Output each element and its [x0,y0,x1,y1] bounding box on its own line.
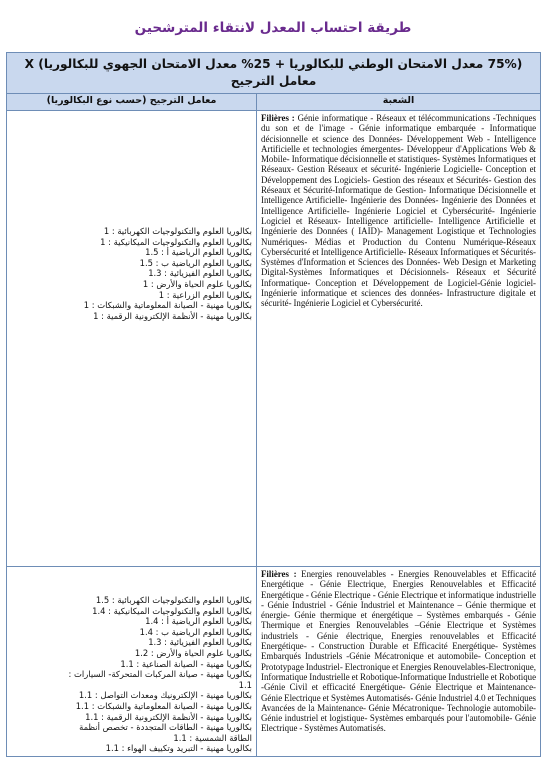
formula-header: (75% معدل الامتحان الوطني للبكالوريا + 25% معدل الامتحان الجهوي للبكالوريا) X معامل الترجيح [7,53,541,94]
coef-line: بكالوريا العلوم الفيزيائية : 1.3 [148,637,252,648]
coef-line: بكالوريا مهنية - الصيانة المعلوماتية والشبكات : 1 [83,300,252,311]
coef-line: بكالوريا مهنية - الأنظمة الإلكترونية الرقمية : 1.1 [85,711,252,722]
filiere-column-header: الشعبة [257,94,541,111]
coef-line: بكالوريا العلوم الزراعية : 1 [158,289,252,300]
coef-line: بكالوريا مهنية - الإلكترونيك ومعدات التواصل : 1.1 [78,690,252,701]
coef-line: بكالوريا علوم الحياة والأرض : 1 [142,278,252,289]
coef-line: بكالوريا العلوم والتكنولوجيات الكهربائية : 1.5 [95,595,252,605]
filiere-label: Filières : [261,113,295,123]
coef-line: بكالوريا مهنية - الطاقات المتجددة - تخصص أنظمة [79,722,252,733]
coef-line: بكالوريا العلوم الرياضية ب : 1.5 [139,257,252,268]
coef-cell [7,111,257,567]
coef-line: بكالوريا العلوم والتكنولوجيات الكهربائية : 1 [103,226,252,236]
filiere-cell [257,111,541,567]
filiere-list: Génie informatique - Réseaux et télécommunications -Techniques du son et de l'image - Génie informatique embarquée - Informatique décisionnelle et science des Données- Développement Web - Intelligence Artificielle et technologies émergentes- Développeur d'Applications Web & Mobile- Informatique décisionnelle et statistiques- Systèmes Informatiques et Réseaux- Gestion Réseaux et sécurité- Ingénierie Logicielle- Conception et Développement des Logiciels- Gestion des réseaux et Sécurités- Gestion des Réseaux et Sécurité-Informatique de Gestion- Informatique Décisionnelle et Intelligence Artificielle- Ingénierie des Données- Ingénierie des Données et Intelligence Artificielle- Ingénierie Logiciel et Cybersécurité- Ingénierie Logiciel et Réseaux- Intelligence artificielle- Intelligence Artificielle et Ingénierie des Données ( IAID)- Management Logistique et Technologies Numériques- Médias et Production du Contenu Numérique-Réseaux Cybersécurité et Intelligence Artificielle- Réseaux Informatiques et Sécurités- Systèmes d'Information et Sciences des Données- Web Design et Marketing Digital-Systèmes Informatiques et Décisionnels- Réseaux et Sécurité Informatique- Conception et Développement de Logiciel-Génie logiciel- Ingénierie informatique et sciences des données- Infrastructure digitale et sécurité- Ingénierie Logiciel et Cybersécurité. [261,113,537,309]
coef-line: بكالوريا العلوم والتكنولوجيات الميكانيكية : 1 [100,236,252,247]
coef-line: بكالوريا مهنية - صيانة المركبات المتحركة- السيارات : [68,669,252,680]
filiere-list: Energies renouvelables - Energies Renouvelables et Efficacité Energétique - Génie Electrique, Energies Renouvelables et Efficacité Energétique - Génie Electrique - Génie Electrique et informatique industrielle - Génie Industriel - Génie Industriel et Maintenance – Génie thermique et énergie- Génie thermique et énergétique – Systèmes embarqués - Génie Thermique et Energies Renouvelables –Génie Electrique et Systèmes industriels - Génie électrique, Energies renouvelables et Efficacité Energétique- - Construction Durable et Efficacité Energétique- Systèmes Embarqués Industriels -Génie Mécatronique et automobile- Conception et Prototypage Industriel- Electronique et Energies Renouvelables-Electronique, Informatique Industrielle et Robotique-Informatique Industrielle et Robotique -Génie Civil et efficacité Energétique- Génie Electrique et Maintenance-Génie Electrique et Systèmes Automatisés- Génie Industriel 4.0 et Techniques Avancées de la Maintenance- Génie Mécatronique- Technologie automobile- Génie industriel et logistique- Systèmes embarqués pour l'automobile- Génie Electrique - Systèmes Automatisés. [261,569,537,734]
coef-line: بكالوريا مهنية - الأنظمة الإلكترونية الرقمية : 1 [93,310,252,321]
coef-line: بكالوريا العلوم الرياضية أ : 1.5 [145,247,252,258]
page-title: طريقة احتساب المعدل لانتقاء المترشحين [134,20,412,36]
table-row [7,567,541,757]
coef-line: الطاقة الشمسية : 1.1 [173,732,252,743]
coef-line: بكالوريا العلوم والتكنولوجيات الميكانيكية : 1.4 [92,605,252,616]
coef-line: 1.1 [238,679,252,690]
coef-line: بكالوريا علوم الحياة والأرض : 1.2 [134,647,252,658]
coef-line: بكالوريا العلوم الفيزيائية : 1.3 [148,268,252,279]
selection-table [6,52,541,757]
coef-line: بكالوريا العلوم الرياضية أ : 1.4 [145,616,252,627]
coef-line: بكالوريا مهنية - التبريد وتكييف الهواء : 1.1 [105,743,252,754]
filiere-cell [257,567,541,757]
coef-line: بكالوريا العلوم الرياضية ب : 1.4 [139,626,252,637]
coef-column-header: معامل الترجيح (حسب نوع البكالوريا) [7,94,257,111]
table-row [7,111,541,567]
coef-cell [7,567,257,757]
coef-line: بكالوريا مهنية - الصيانة الصناعية : 1.1 [120,658,252,669]
coef-line: بكالوريا مهنية - الصيانة المعلوماتية والشبكات : 1.1 [75,700,252,711]
filiere-label: Filières : [261,569,297,579]
